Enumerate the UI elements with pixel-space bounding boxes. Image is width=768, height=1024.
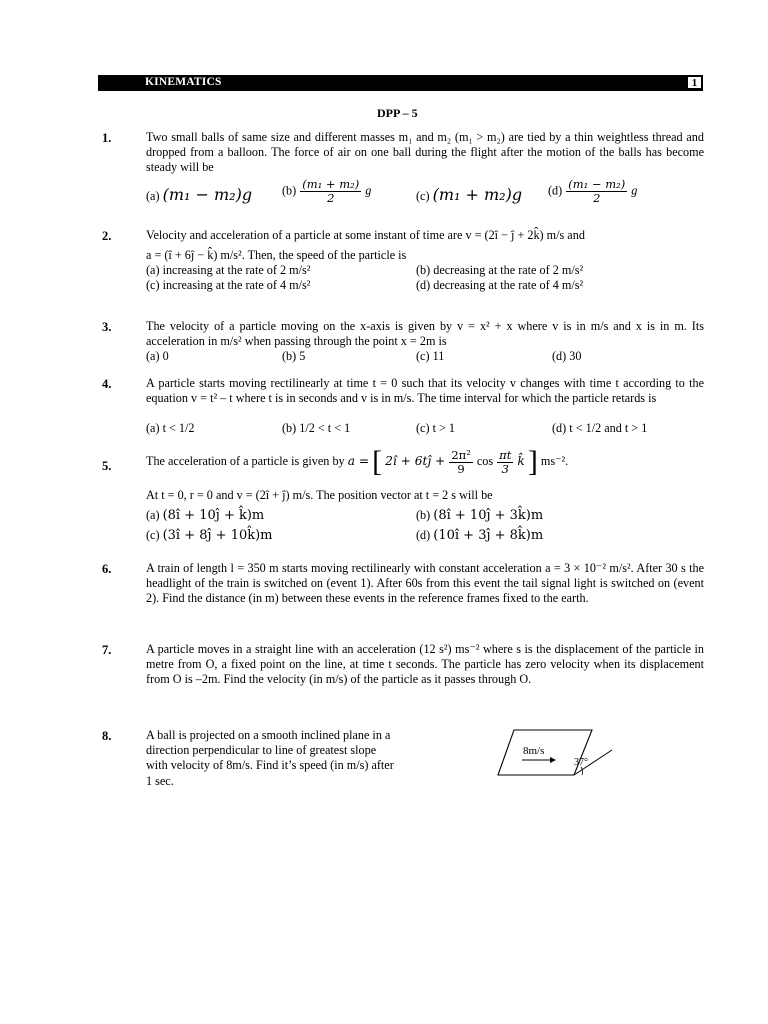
q5-cos: cos [476, 454, 494, 468]
q5-option-d-label: (d) [416, 528, 431, 542]
question-8-number: 8. [102, 729, 112, 743]
question-7-number: 7. [102, 643, 112, 657]
q5-accel-lhs: a = [347, 454, 370, 468]
q5-left-bracket: [ [372, 445, 383, 479]
question-2-line-2: a = (î + 6ĵ − k̂) m/s². Then, the speed of the particle is [146, 248, 407, 262]
question-1-number: 1. [102, 131, 112, 145]
q5-option-a-label: (a) [146, 508, 160, 522]
q1-option-b-label: (b) [282, 183, 297, 198]
q2-option-b: (b) decreasing at the rate of 2 m/s² [416, 263, 584, 277]
q5-option-c-value: (3î + 8ĵ + 10k̂)m [162, 528, 273, 543]
q1-option-c-label: (c) [416, 189, 430, 203]
header-title: KINEMATICS [145, 76, 222, 88]
q5-lead: The acceleration of a particle is given by [146, 454, 345, 468]
q5-option-c-label: (c) [146, 528, 160, 542]
q5-option-b [416, 508, 543, 523]
q5-option-a [146, 508, 264, 523]
q1-option-b-tail: g [365, 183, 372, 198]
header-bar [98, 75, 703, 91]
question-3-text: The velocity of a particle moving on the x-axis is given by v = x² + x where v is in m/s and x is in m. Its acceleration in m/s² when passing through the point x = 2m is [146, 319, 704, 349]
q1-option-d-label: (d) [548, 183, 563, 198]
question-5-line-1 [146, 444, 568, 478]
q3-option-a: (a) 0 [146, 349, 169, 363]
question-8-text: A ball is projected on a smooth inclined plane in a direction perpendicular to line of greatest slope with velocity of 8m/s. Find it’s speed (in m/s) after 1 sec. [146, 728, 394, 788]
q5-fraction-1-numerator: 2π² [451, 447, 471, 462]
q1-option-d-tail: g [631, 183, 638, 198]
q1-option-d [548, 178, 637, 205]
q1-option-d-numerator: (m₁ − m₂) [568, 177, 626, 191]
question-7-text: A particle moves in a straight line with an acceleration (12 s²) ms⁻² where s is the displacement of the particle in metre from O, a fixed point on the line, at time t seconds. The particle has zero velocity when its displacement from O is –2m. Find the velocity (in m/s) of the particle as it passes through O. [146, 642, 704, 687]
q5-option-a-value: (8î + 10ĵ + k̂)m [162, 508, 265, 523]
question-4-number: 4. [102, 377, 112, 391]
q5-option-d-value: (10î + 3ĵ + 8k̂)m [433, 528, 544, 543]
page-number: 1 [687, 76, 702, 89]
q5-option-d [416, 528, 543, 543]
velocity-arrowhead [550, 757, 556, 763]
q1-option-b [282, 178, 371, 205]
question-3-number: 3. [102, 320, 112, 334]
q3-option-c: (c) 11 [416, 349, 445, 363]
q5-fraction-1-denominator: 9 [457, 461, 465, 476]
q5-fraction-2 [497, 449, 513, 476]
q5-khat: k̂ [517, 454, 525, 468]
question-5-line-2: At t = 0, r = 0 and v = (2î + ĵ) m/s. The position vector at t = 2 s will be [146, 488, 493, 502]
velocity-label: 8m/s [523, 745, 545, 757]
angle-label: 37° [574, 757, 588, 768]
q3-option-d: (d) 30 [552, 349, 582, 363]
dpp-title: DPP – 5 [377, 106, 418, 120]
question-5-number: 5. [102, 459, 112, 473]
q1-option-b-fraction [300, 178, 361, 205]
q5-accel-unit: ms⁻². [540, 454, 569, 468]
q4-option-d: (d) t < 1/2 and t > 1 [552, 421, 648, 435]
q2-option-c: (c) increasing at the rate of 4 m/s² [146, 278, 311, 292]
question-4-text: A particle starts moving rectilinearly at time t = 0 such that its velocity v changes with time t according to the equation v = t² – t where t is in seconds and v is in m/s. The time interval for which the particle retards is [146, 376, 704, 406]
q1-option-b-numerator: (m₁ + m₂) [302, 177, 360, 191]
q4-option-c: (c) t > 1 [416, 421, 456, 435]
inclined-plane-diagram [494, 725, 614, 780]
q5-accel-term: 2î + 6tĵ + [385, 454, 446, 468]
question-6-text: A train of length l = 350 m starts moving rectilinearly with constant acceleration a = 3 × 10⁻² m/s². After 30 s the headlight of the train is switched on (event 1). After 60s from this event the tail signal light is switched on (event 2). Find the distance (in m) between these events in the reference frames fixed to the earth. [146, 561, 704, 606]
question-1-text: Two small balls of same size and different masses m₁ and m₂ (m₁ > m₂) are tied by a thin weightless thread and dropped from a balloon. The force of air on one ball during the flight after the motion of the balls has become steady will be [146, 130, 704, 175]
q4-option-b: (b) 1/2 < t < 1 [282, 421, 351, 435]
q5-option-b-label: (b) [416, 508, 431, 522]
q4-option-a: (a) t < 1/2 [146, 421, 195, 435]
q1-option-c [416, 185, 522, 204]
inclined-plane-shape [498, 730, 592, 775]
q1-option-a-value: (m₁ − m₂)g [162, 185, 253, 204]
q2-option-a: (a) increasing at the rate of 2 m/s² [146, 263, 311, 277]
q1-option-a-label: (a) [146, 189, 160, 203]
q5-option-c [146, 528, 273, 543]
q1-option-d-fraction [566, 178, 627, 205]
q5-fraction-2-numerator: πt [499, 447, 512, 462]
q5-fraction-2-denominator: 3 [501, 461, 509, 476]
question-2-number: 2. [102, 229, 112, 243]
q2-option-d: (d) decreasing at the rate of 4 m/s² [416, 278, 584, 292]
q1-option-b-denominator: 2 [327, 191, 335, 205]
q5-right-bracket: ] [527, 445, 538, 479]
q5-fraction-1 [449, 449, 473, 476]
q1-option-d-denominator: 2 [593, 191, 601, 205]
q3-option-b: (b) 5 [282, 349, 306, 363]
inclined-plane-figure [494, 725, 614, 780]
question-2-line-1: Velocity and acceleration of a particle at some instant of time are v = (2î − ĵ + 2k̂) m/s and [146, 228, 585, 242]
q5-option-b-value: (8î + 10ĵ + 3k̂)m [433, 508, 544, 523]
q1-option-c-value: (m₁ + m₂)g [432, 185, 523, 204]
question-6-number: 6. [102, 562, 112, 576]
q1-option-a [146, 185, 252, 204]
angle-arc [581, 767, 583, 775]
